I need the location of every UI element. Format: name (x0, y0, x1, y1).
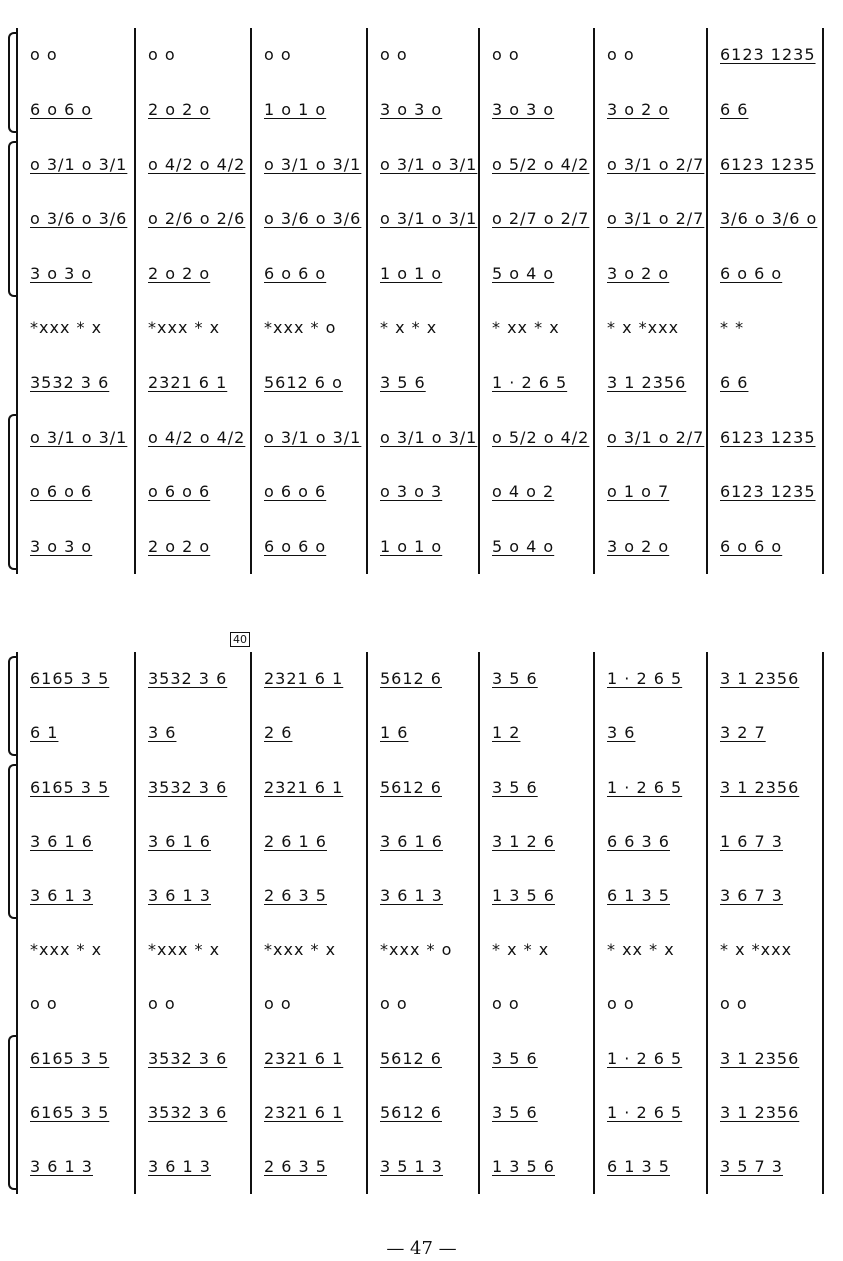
measure-cell: 1 o 1 o (264, 99, 327, 119)
measure-cell: 3 6 1 3 (30, 1156, 93, 1176)
barline (366, 28, 368, 574)
measure-cell: 3 o 3 o (380, 99, 443, 119)
score-system-1 (16, 28, 826, 574)
measure-cell: o 6 o 6 (30, 482, 93, 502)
page-number: — 47 — (386, 1238, 457, 1259)
measure-cell: * x * x (380, 318, 438, 338)
measure-cell: 3 5 6 (380, 372, 426, 392)
measure-cell: 5612 6 (380, 669, 442, 689)
measure-cell: 3 6 1 3 (380, 885, 443, 905)
measure-cell: o o (607, 45, 635, 65)
measure-cell: 3 o 2 o (607, 99, 670, 119)
measure-cell: * xx * x (492, 318, 560, 338)
barline (706, 28, 708, 574)
measure-cell: 3532 3 6 (148, 1102, 228, 1122)
measure-cell: 3 6 1 3 (148, 1156, 211, 1176)
measure-cell: o 5/2 o 4/2 (492, 427, 590, 447)
measure-cell: *xxx * x (30, 940, 103, 960)
measure-cell: 3532 3 6 (148, 777, 228, 797)
measure-cell: o o (607, 994, 635, 1014)
measure-cell: 6 o 6 o (720, 263, 783, 283)
measure-cell: 3532 3 6 (30, 372, 110, 392)
measure-cell: 6 1 3 5 (607, 885, 670, 905)
measure-cell: 6 o 6 o (30, 99, 93, 119)
measure-cell: 2321 6 1 (264, 1102, 344, 1122)
measure-cell: * * (720, 318, 745, 338)
barline (822, 652, 824, 1194)
measure-cell: o o (148, 45, 176, 65)
measure-cell: * x *xxx (607, 318, 680, 338)
measure-cell: 2 6 (264, 723, 293, 743)
measure-cell: 1 2 (492, 723, 521, 743)
measure-cell: 1 · 2 6 5 (607, 777, 683, 797)
measure-cell: o o (148, 994, 176, 1014)
measure-cell: 3 6 1 6 (380, 831, 443, 851)
measure-cell: o o (30, 994, 58, 1014)
measure-cell: o 6 o 6 (148, 482, 211, 502)
measure-cell: 6 o 6 o (264, 263, 327, 283)
measure-cell: o o (492, 994, 520, 1014)
measure-cell: o 3/1 o 2/7 (607, 154, 705, 174)
measure-cell: o 3/1 o 3/1 (264, 427, 362, 447)
measure-cell: o 6 o 6 (264, 482, 327, 502)
barline (706, 652, 708, 1194)
measure-cell: o 4 o 2 (492, 482, 555, 502)
staff-bracket (8, 656, 16, 756)
measure-cell: 2321 6 1 (264, 1048, 344, 1068)
measure-cell: o o (264, 45, 292, 65)
measure-cell: o 3/1 o 3/1 (30, 154, 128, 174)
measure-cell: 3 6 1 6 (30, 831, 93, 851)
barline (134, 28, 136, 574)
measure-cell: o 3 o 3 (380, 482, 443, 502)
measure-cell: o 3/1 o 3/1 (380, 209, 478, 229)
measure-cell: 3 6 1 3 (148, 885, 211, 905)
measure-cell: 1 o 1 o (380, 536, 443, 556)
measure-cell: o 2/6 o 2/6 (148, 209, 246, 229)
measure-cell: 6165 3 5 (30, 1048, 110, 1068)
measure-cell: o 4/2 o 4/2 (148, 427, 246, 447)
measure-cell: o o (380, 45, 408, 65)
barline (593, 652, 595, 1194)
measure-cell: 1 3 5 6 (492, 885, 555, 905)
measure-cell: 3532 3 6 (148, 1048, 228, 1068)
measure-cell: 1 o 1 o (380, 263, 443, 283)
measure-cell: 3 6 (607, 723, 636, 743)
measure-cell: 3 5 6 (492, 1102, 538, 1122)
measure-cell: o 2/7 o 2/7 (492, 209, 590, 229)
measure-cell: 3 1 2356 (720, 777, 800, 797)
measure-cell: o o (264, 994, 292, 1014)
measure-cell: o 3/1 o 3/1 (264, 154, 362, 174)
barline (250, 652, 252, 1194)
measure-cell: 3 6 1 3 (30, 885, 93, 905)
measure-cell: 1 · 2 6 5 (607, 1048, 683, 1068)
measure-cell: 5612 6 (380, 1102, 442, 1122)
barline (478, 652, 480, 1194)
measure-cell: 3 o 2 o (607, 536, 670, 556)
measure-cell: o 3/6 o 3/6 (264, 209, 362, 229)
measure-cell: 2321 6 1 (148, 372, 228, 392)
measure-cell: 2 6 3 5 (264, 885, 327, 905)
measure-cell: 2321 6 1 (264, 669, 344, 689)
measure-cell: *xxx * x (148, 318, 221, 338)
barline (16, 652, 18, 1194)
barline (822, 28, 824, 574)
measure-cell: *xxx * x (264, 940, 337, 960)
measure-cell: o 1 o 7 (607, 482, 670, 502)
measure-cell: *xxx * x (148, 940, 221, 960)
measure-cell: 1 · 2 6 5 (607, 1102, 683, 1122)
staff-bracket (8, 141, 16, 297)
measure-cell: 3 5 6 (492, 669, 538, 689)
measure-cell: 3 5 7 3 (720, 1156, 783, 1176)
measure-cell: 3 1 2356 (720, 1048, 800, 1068)
measure-cell: 6165 3 5 (30, 777, 110, 797)
measure-cell: 1 · 2 6 5 (492, 372, 568, 392)
score-system-2 (16, 652, 826, 1194)
measure-cell: o 3/1 o 3/1 (30, 427, 128, 447)
measure-cell: 2 o 2 o (148, 536, 211, 556)
measure-cell: * x * x (492, 940, 550, 960)
barline (593, 28, 595, 574)
measure-cell: 6123 1235 (720, 482, 816, 502)
measure-cell: o 3/6 o 3/6 (30, 209, 128, 229)
measure-cell: 2 o 2 o (148, 263, 211, 283)
measure-cell: 2 6 3 5 (264, 1156, 327, 1176)
barline (134, 652, 136, 1194)
measure-cell: 2 o 2 o (148, 99, 211, 119)
barline (366, 652, 368, 1194)
measure-cell: 6123 1235 (720, 427, 816, 447)
measure-cell: 6123 1235 (720, 154, 816, 174)
measure-cell: 3 1 2356 (720, 1102, 800, 1122)
measure-cell: o o (720, 994, 748, 1014)
measure-cell: o o (30, 45, 58, 65)
measure-cell: 2321 6 1 (264, 777, 344, 797)
staff-bracket (8, 1035, 16, 1190)
measure-cell: 3 6 (148, 723, 177, 743)
measure-cell: o 3/1 o 3/1 (380, 154, 478, 174)
staff-bracket (8, 414, 16, 570)
measure-cell: 3 1 2356 (607, 372, 687, 392)
measure-cell: 6 6 3 6 (607, 831, 670, 851)
measure-cell: 3 2 7 (720, 723, 766, 743)
measure-cell: 3 o 3 o (30, 536, 93, 556)
measure-cell: *xxx * o (264, 318, 337, 338)
measure-cell: 3 6 7 3 (720, 885, 783, 905)
measure-cell: 6123 1235 (720, 45, 816, 65)
measure-cell: 3 o 3 o (492, 99, 555, 119)
measure-cell: 3 5 6 (492, 1048, 538, 1068)
measure-cell: 3 1 2 6 (492, 831, 555, 851)
measure-cell: 5612 6 (380, 1048, 442, 1068)
measure-cell: 1 6 (380, 723, 409, 743)
measure-cell: 1 3 5 6 (492, 1156, 555, 1176)
measure-cell: o o (380, 994, 408, 1014)
measure-cell: 6 o 6 o (264, 536, 327, 556)
measure-cell: 6165 3 5 (30, 669, 110, 689)
measure-cell: 5 o 4 o (492, 536, 555, 556)
measure-cell: * x *xxx (720, 940, 793, 960)
staff-bracket (8, 32, 16, 133)
measure-cell: 6 6 (720, 372, 749, 392)
barline (16, 28, 18, 574)
measure-cell: 1 · 2 6 5 (607, 669, 683, 689)
measure-cell: 3 6 1 6 (148, 831, 211, 851)
measure-cell: 3/6 o 3/6 o (720, 209, 818, 229)
measure-cell: o 5/2 o 4/2 (492, 154, 590, 174)
measure-cell: 3 5 1 3 (380, 1156, 443, 1176)
measure-cell: 3 5 6 (492, 777, 538, 797)
barline (250, 28, 252, 574)
measure-cell: *xxx * o (380, 940, 453, 960)
measure-cell: * xx * x (607, 940, 675, 960)
rehearsal-mark: 40 (230, 632, 250, 647)
measure-cell: 3 o 3 o (30, 263, 93, 283)
measure-cell: 6 1 (30, 723, 59, 743)
measure-cell: o o (492, 45, 520, 65)
measure-cell: 6165 3 5 (30, 1102, 110, 1122)
barline (478, 28, 480, 574)
measure-cell: *xxx * x (30, 318, 103, 338)
measure-cell: o 3/1 o 2/7 (607, 427, 705, 447)
measure-cell: 6 6 (720, 99, 749, 119)
measure-cell: o 3/1 o 3/1 (380, 427, 478, 447)
measure-cell: o 3/1 o 2/7 (607, 209, 705, 229)
measure-cell: 5612 6 (380, 777, 442, 797)
measure-cell: o 4/2 o 4/2 (148, 154, 246, 174)
measure-cell: 3 o 2 o (607, 263, 670, 283)
measure-cell: 5612 6 o (264, 372, 343, 392)
measure-cell: 3532 3 6 (148, 669, 228, 689)
staff-bracket (8, 764, 16, 919)
measure-cell: 3 1 2356 (720, 669, 800, 689)
measure-cell: 6 o 6 o (720, 536, 783, 556)
measure-cell: 1 6 7 3 (720, 831, 783, 851)
measure-cell: 2 6 1 6 (264, 831, 327, 851)
measure-cell: 6 1 3 5 (607, 1156, 670, 1176)
measure-cell: 5 o 4 o (492, 263, 555, 283)
